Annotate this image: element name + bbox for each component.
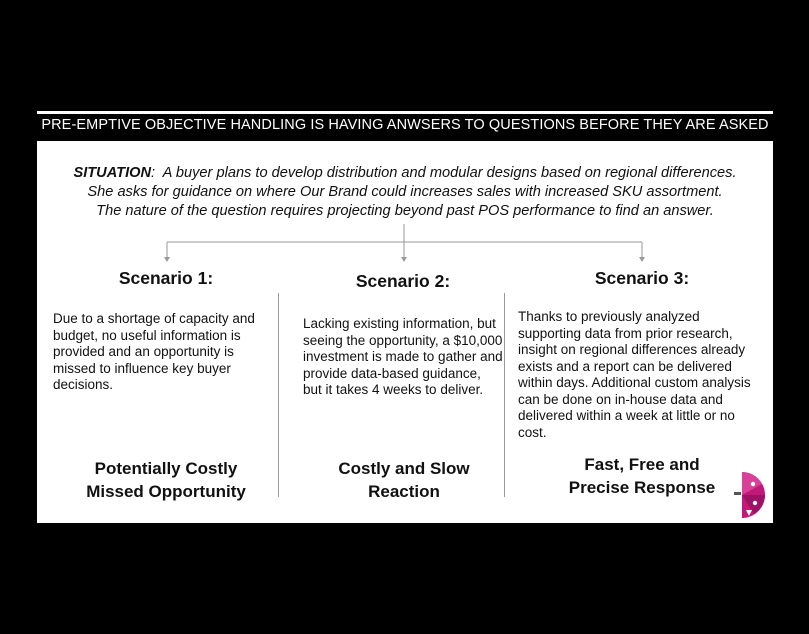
content-panel [37, 141, 773, 523]
arrow-down-icon [639, 257, 645, 262]
situation-line-3: The nature of the question requires projecting beyond past POS performance to find an answer. [96, 203, 714, 219]
brand-logo-icon [732, 470, 770, 520]
arrow-down-icon [164, 257, 170, 262]
scenario-3-outcome-line-2: Precise Response [568, 478, 716, 497]
scenario-3-outcome [527, 453, 757, 499]
arrow-down-icon [401, 257, 407, 262]
scenario-3-outcome-line-1: Fast, Free and [584, 455, 700, 474]
situation-line-1-text: A buyer plans to develop distribution and modular designs based on regional differences. [162, 165, 737, 181]
scenario-1-title: Scenario 1: [118, 268, 214, 288]
scenario-2-body: Lacking existing information, but seeing the opportunity, a $10,000 investment is made to gather and provide data-based guidance, but it takes 4 weeks to deliver. [303, 316, 503, 397]
scenario-2-outcome [289, 457, 519, 503]
scenario-3-title: Scenario 3: [594, 268, 690, 288]
page-title: PRE-EMPTIVE OBJECTIVE HANDLING IS HAVING ANWSERS TO QUESTIONS BEFORE THEY ARE ASKED [41, 117, 769, 133]
situation-line-1: SITUATION: A buyer plans to develop distribution and modular designs based on regional differences. [73, 165, 737, 181]
scenario-1-outcome-line-1: Potentially Costly [94, 459, 238, 478]
scenario-2-outcome-line-1: Costly and Slow [338, 459, 470, 478]
scenario-1-outcome [51, 457, 281, 503]
scenario-1-outcome-line-2: Missed Opportunity [86, 482, 246, 501]
scenario-2-title: Scenario 2: [355, 271, 451, 291]
situation-line-2: She asks for guidance on where Our Brand could increases sales with increased SKU assortment. [87, 184, 723, 200]
scenario-1-body: Due to a shortage of capacity and budget, no useful information is provided and an opportunity is missed to influence key buyer decisions. [53, 311, 255, 392]
situation-lead: SITUATION [73, 165, 152, 181]
column-divider-2 [504, 293, 505, 497]
header-rule [37, 111, 773, 114]
scenario-2-outcome-line-2: Reaction [368, 482, 440, 501]
scenario-3-body: Thanks to previously analyzed supporting data from prior research, insight on regional differences already exists and a report can be delivered within days. Additional custom analysis can be done on in-house data and delivered within a week at little or no cost. [518, 309, 751, 440]
column-divider-1 [278, 293, 279, 497]
connector-lines [37, 141, 773, 266]
